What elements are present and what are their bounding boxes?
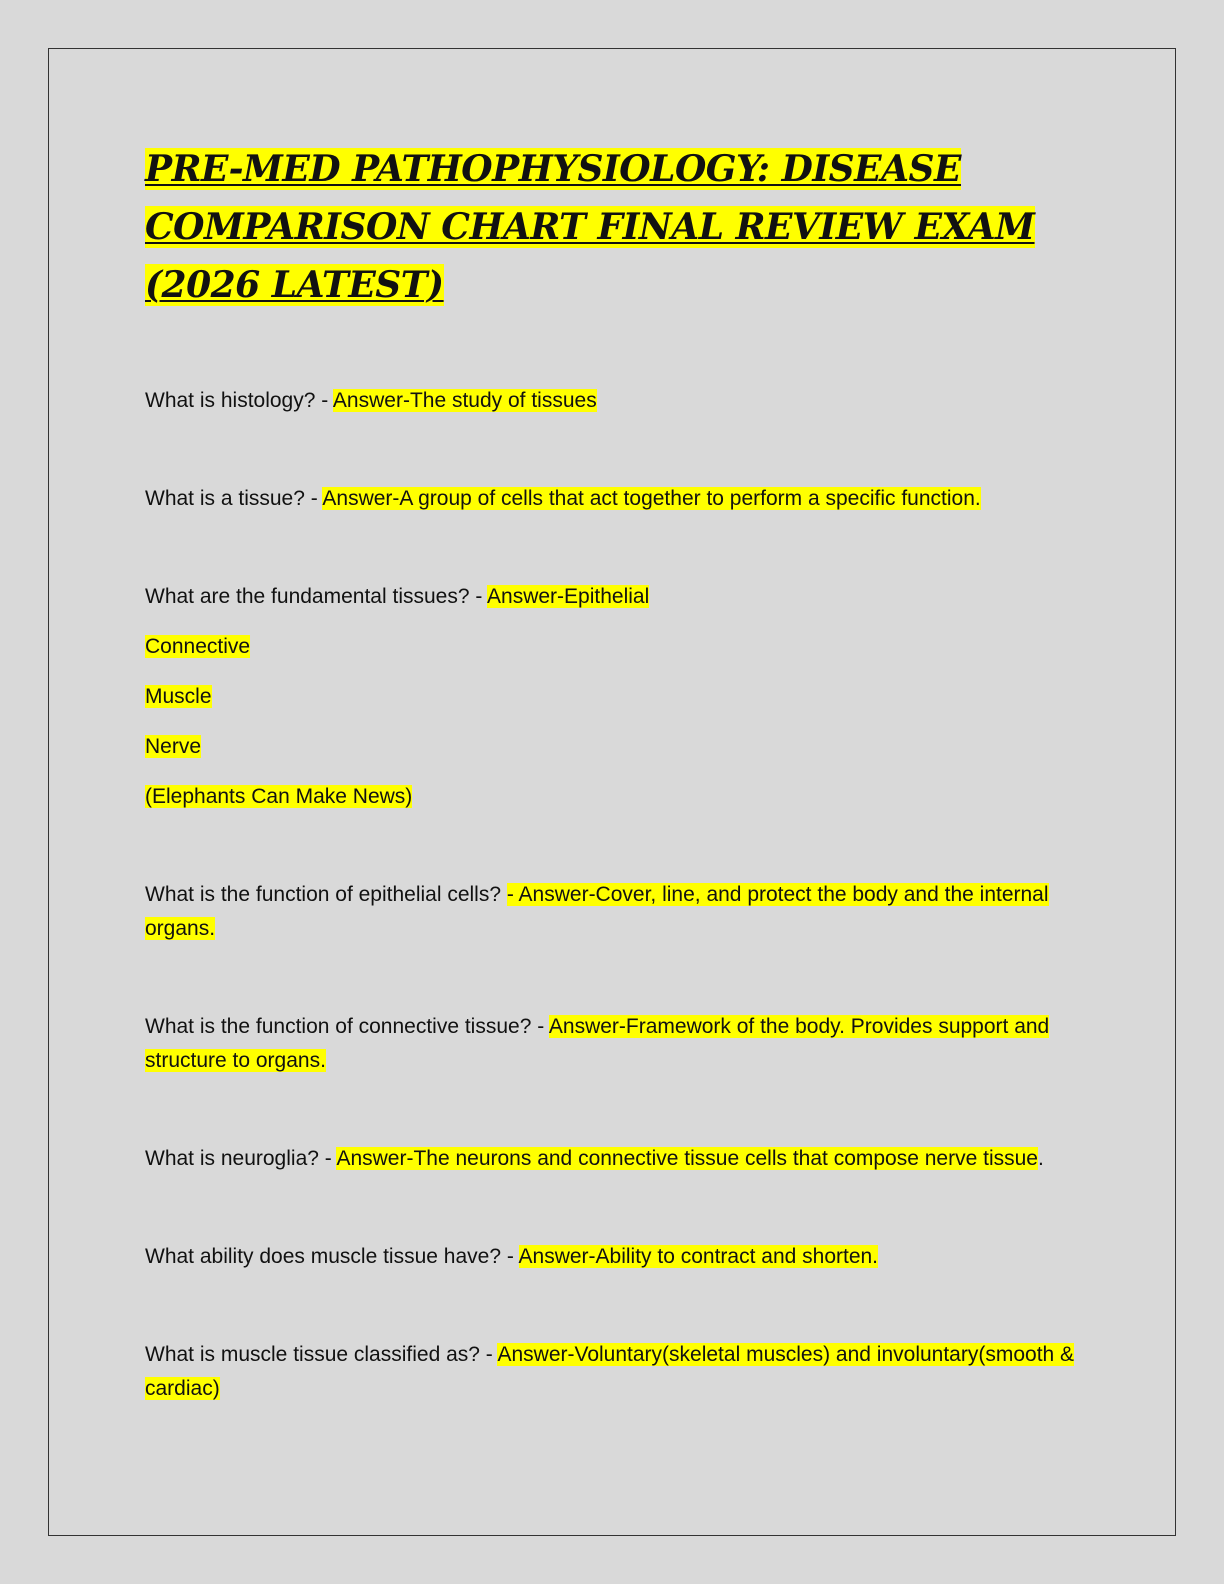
answer-line-text: (Elephants Can Make News) — [145, 785, 413, 808]
qa-item — [145, 1240, 1085, 1274]
question-text: What is histology? - — [145, 389, 333, 412]
question-text: What is a tissue? - — [145, 487, 323, 510]
answer-line — [145, 680, 1085, 714]
qa-item — [145, 1010, 1085, 1078]
answer-text: Answer-Voluntary(skeletal muscles) and involuntary(smooth & cardiac) — [145, 1343, 1075, 1400]
answer-text: - Answer-Cover, line, and protect the body and the internal organs. — [145, 883, 1049, 940]
answer-line-text: Muscle — [145, 685, 212, 708]
question-text: What ability does muscle tissue have? - — [145, 1245, 519, 1268]
answer-text: Answer-Ability to contract and shorten. — [518, 1245, 879, 1268]
title-text: PRE-MED PATHOPHYSIOLOGY: DISEASE COMPARISON CHART FINAL REVIEW EXAM (2026 LATEST) — [145, 148, 1035, 306]
answer-text: Answer-A group of cells that act together to perform a specific function. — [322, 487, 981, 510]
answer-line — [145, 730, 1085, 764]
answer-line — [145, 780, 1085, 814]
answer-text: Answer-Framework of the body. Provides support and structure to organs. — [145, 1015, 1050, 1072]
answer-text: Answer-Epithelial — [487, 585, 650, 608]
answer-line — [145, 630, 1085, 664]
document-title — [145, 140, 1085, 314]
qa-item — [145, 1142, 1085, 1176]
qa-item — [145, 482, 1085, 516]
qa-item — [145, 580, 1085, 814]
question-text: What is muscle tissue classified as? - — [145, 1343, 498, 1366]
document-content — [145, 140, 1085, 1470]
answer-text: Answer-The neurons and connective tissue cells that compose nerve tissue — [336, 1147, 1038, 1170]
question-text: What is the function of connective tissue? - — [145, 1015, 549, 1038]
question-text: What is neuroglia? - — [145, 1147, 337, 1170]
trailing-text: . — [1037, 1147, 1044, 1170]
qa-list — [145, 384, 1085, 1406]
answer-text: Answer-The study of tissues — [332, 389, 597, 412]
qa-item — [145, 384, 1085, 418]
answer-line-text: Nerve — [145, 735, 202, 758]
qa-item — [145, 878, 1085, 946]
question-text: What are the fundamental tissues? - — [145, 585, 488, 608]
qa-item — [145, 1338, 1085, 1406]
answer-line-text: Connective — [145, 635, 251, 658]
question-text: What is the function of epithelial cells? — [145, 883, 507, 906]
